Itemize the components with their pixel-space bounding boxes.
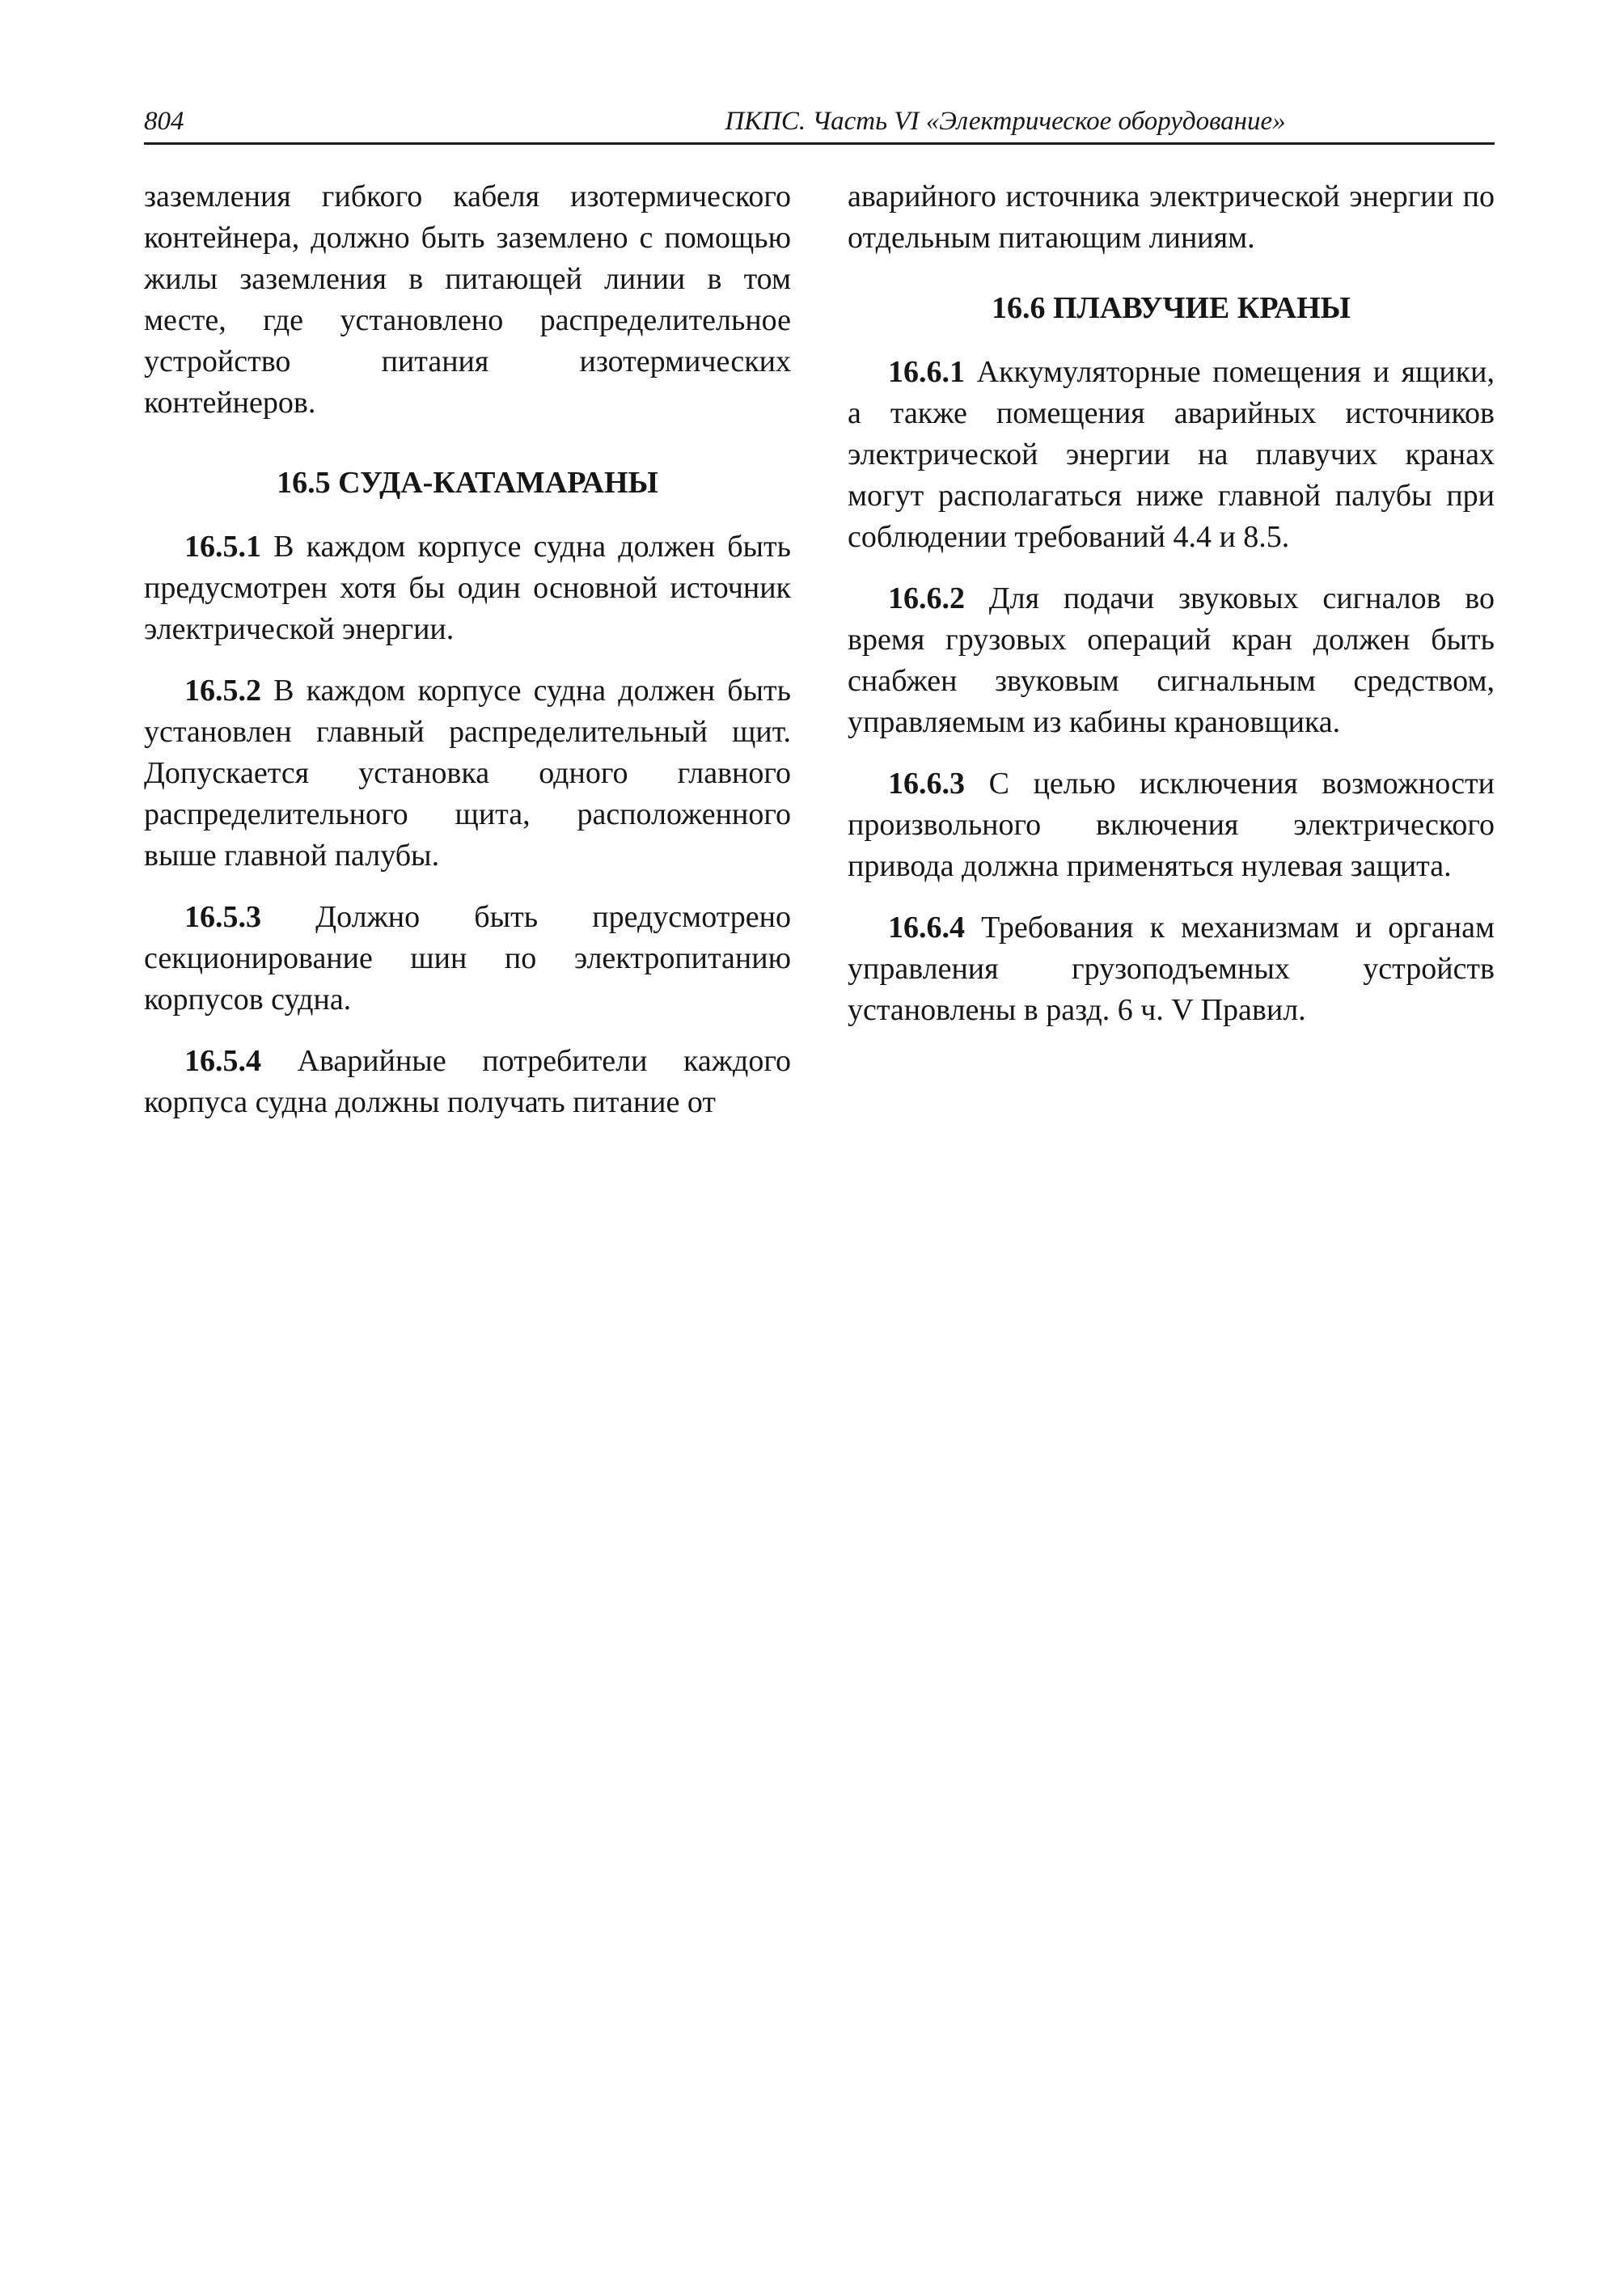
- paragraph-16-5-1: [144, 526, 791, 650]
- right-column: [848, 176, 1495, 1051]
- clause-text: С целью исключения возможности произвольного включения электрического привода должна применяться нулевая защита.: [848, 767, 1495, 883]
- page-header: [144, 104, 1495, 145]
- page-number: 804: [144, 107, 184, 136]
- section-title-16-5: 16.5 СУДА-КАТАМАРАНЫ: [277, 466, 658, 500]
- clause-text: Требования к механизмам и органам управления грузоподъемных устройств установлены в разд. 6 ч. V Правил.: [848, 911, 1495, 1027]
- paragraph-16-5-4: [144, 1041, 791, 1123]
- running-title: ПКПС. Часть VI «Электрическое оборудование»: [725, 107, 1286, 136]
- clause-text: Для подачи звуковых сигналов во время грузовых операций кран должен быть снабжен звуковым сигнальным средством, управляемым из кабины крановщика.: [848, 581, 1495, 739]
- clause-number: 16.6.4: [888, 911, 965, 945]
- paragraph-16-5-3: [144, 897, 791, 1021]
- paragraph-16-6-4: [848, 907, 1495, 1031]
- clause-number: 16.6.1: [888, 355, 965, 389]
- clause-text: Аккумуляторные помещения и ящики, а также помещения аварийных источников электрической энергии на плавучих кранах могут располагаться ниже главной палубы при соблюдении требований 4.4 и 8.5.: [848, 355, 1495, 554]
- clause-number: 16.5.2: [184, 674, 261, 708]
- continuation-paragraph: аварийного источника электрической энергии по отдельным питающим линиям.: [848, 180, 1495, 255]
- paragraph-16-6-3: [848, 763, 1495, 887]
- clause-text: Аварийные потребители каждого корпуса судна должны получать питание от: [144, 1044, 791, 1119]
- section-title-16-6: 16.6 ПЛАВУЧИЕ КРАНЫ: [992, 291, 1351, 325]
- paragraph-16-6-2: [848, 578, 1495, 743]
- continuation-paragraph: заземления гибкого кабеля изотермического контейнера, должно быть заземлено с помощью жилы заземления в питающей линии в том месте, где установлено распределительное устройство питания изотермических контейнеров.: [144, 180, 791, 420]
- clause-text: В каждом корпусе судна должен быть установлен главный распределительный щит. Допускается установка одного главного распределительного щита, расположенного выше главной палубы.: [144, 674, 791, 873]
- clause-text: В каждом корпусе судна должен быть предусмотрен хотя бы один основной источник электрической энергии.: [144, 530, 791, 646]
- clause-number: 16.5.3: [184, 900, 261, 934]
- left-column: [144, 176, 791, 1143]
- clause-number: 16.5.1: [184, 530, 261, 564]
- clause-number: 16.5.4: [184, 1044, 261, 1078]
- paragraph-16-6-1: [848, 352, 1495, 558]
- clause-number: 16.6.2: [888, 581, 965, 615]
- clause-text: Должно быть предусмотрено секционирование шин по электропитанию корпусов судна.: [144, 900, 791, 1017]
- clause-number: 16.6.3: [888, 767, 965, 801]
- paragraph-16-5-2: [144, 670, 791, 877]
